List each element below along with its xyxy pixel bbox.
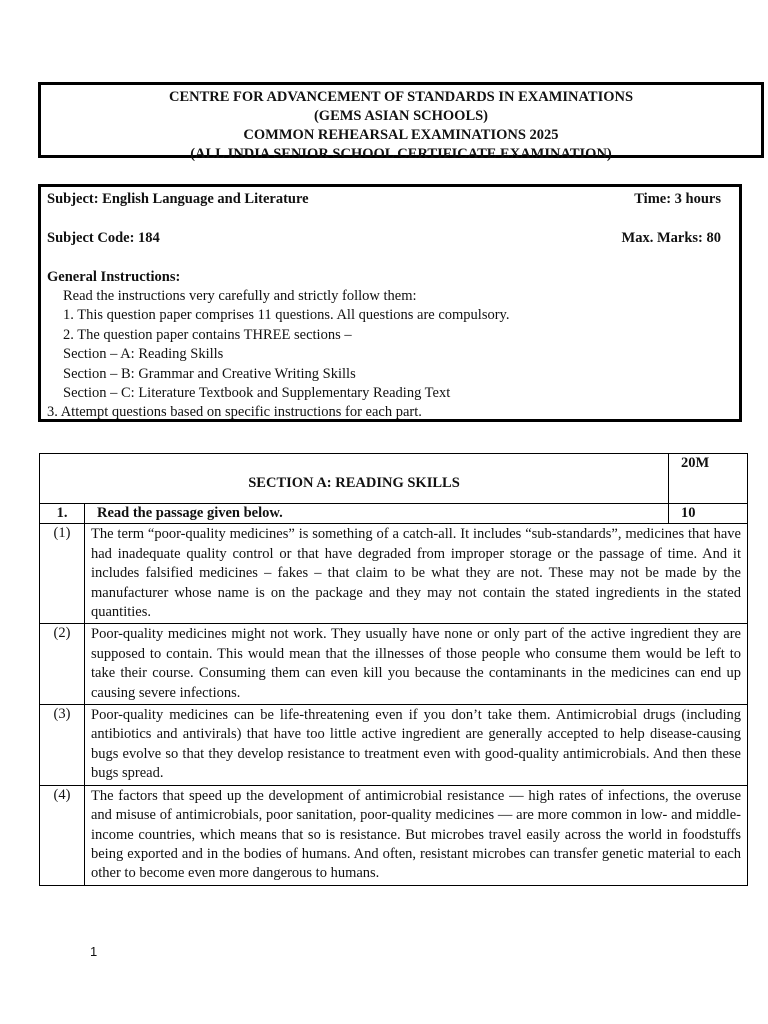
paragraph-number: (2) xyxy=(40,624,85,705)
paragraph-number: (1) xyxy=(40,524,85,624)
question-number: 1. xyxy=(40,504,85,524)
instruction-line: 2. The question paper contains THREE sections – xyxy=(63,326,352,343)
code-row xyxy=(47,229,739,248)
max-marks: Max. Marks: 80 xyxy=(621,229,721,246)
paragraph-text: The term “poor-quality medicines” is something of a catch-all. It includes “sub-standards”, medicines that have had inadequate quality control or that have degraded from improper storage or the passage of time. And it includes falsified medicines – fakes – that claim to be what they are not. These may not be made by the manufacturer whose name is on the package and they may not contain the stated ingredients in the stated quantities. xyxy=(85,524,748,624)
paragraph-number: (4) xyxy=(40,785,85,885)
time-label: Time: 3 hours xyxy=(634,191,721,207)
question-text: Read the passage given below. xyxy=(85,504,669,524)
header-line-4: (ALL INDIA SENIOR SCHOOL CERTIFICATE EXAMINATION) xyxy=(190,146,612,162)
instruction-line: 1. This question paper comprises 11 questions. All questions are compulsory. xyxy=(63,307,510,324)
subject-row xyxy=(47,190,739,209)
header-line-3: COMMON REHEARSAL EXAMINATIONS 2025 xyxy=(243,127,559,143)
paragraph-row xyxy=(40,785,748,885)
instruction-line: 3. Attempt questions based on specific instructions for each part. xyxy=(47,404,422,421)
paragraph-row xyxy=(40,705,748,786)
exam-header xyxy=(38,82,764,162)
exam-info-box xyxy=(38,184,742,422)
paragraph-text: Poor-quality medicines might not work. They usually have none or only part of the active ingredient they are supposed to contain. This would mean that the illnesses of those people who consume them would be left to take their course. Consuming them can even kill you because the contaminants in the medicines can end up causing severe infections. xyxy=(85,624,748,705)
paragraph-row xyxy=(40,524,748,624)
page-number: 1 xyxy=(90,944,98,959)
paragraph-row xyxy=(40,624,748,705)
subject-label: Subject: English Language and Literature xyxy=(47,191,309,207)
paragraph-text: The factors that speed up the development of antimicrobial resistance — high rates of infections, the overuse and misuse of antimicrobials, poor sanitation, poor-quality medicines — are more common in low- and middle-income countries, which means that so is resistance. But microbes travel easily across the world in foodstuffs being exported and in the bodies of humans. And often, resistant microbes can transfer genetic material to each other to become even more dangerous to humans. xyxy=(85,785,748,885)
section-title: SECTION A: READING SKILLS xyxy=(40,454,669,504)
instructions-title: General Instructions: xyxy=(47,268,181,285)
header-line-2: (GEMS ASIAN SCHOOLS) xyxy=(313,108,489,124)
instruction-line: Section – A: Reading Skills xyxy=(63,346,224,363)
instruction-line: Section – C: Literature Textbook and Supplementary Reading Text xyxy=(63,385,451,402)
instruction-line: Section – B: Grammar and Creative Writing Skills xyxy=(63,365,356,382)
section-title-row xyxy=(40,454,748,504)
paragraph-text: Poor-quality medicines can be life-threatening even if you don’t take them. Antimicrobial drugs (including antibiotics and antivirals) that have too little active ingredient are generally accepted to help disease-causing bugs evolve so that they develop resistance to treatment even with good-quality antimicrobials. And then these bugs spread. xyxy=(85,705,748,786)
subject-code: Subject Code: 184 xyxy=(47,229,160,246)
header-line-1: CENTRE FOR ADVANCEMENT OF STANDARDS IN EXAMINATIONS xyxy=(168,89,634,105)
section-a-table xyxy=(39,453,748,886)
instruction-line: Read the instructions very carefully and strictly follow them: xyxy=(63,288,417,304)
section-marks: 20M xyxy=(669,454,748,504)
question-marks: 10 xyxy=(669,504,748,524)
paragraph-number: (3) xyxy=(40,705,85,786)
question-row xyxy=(40,504,748,524)
